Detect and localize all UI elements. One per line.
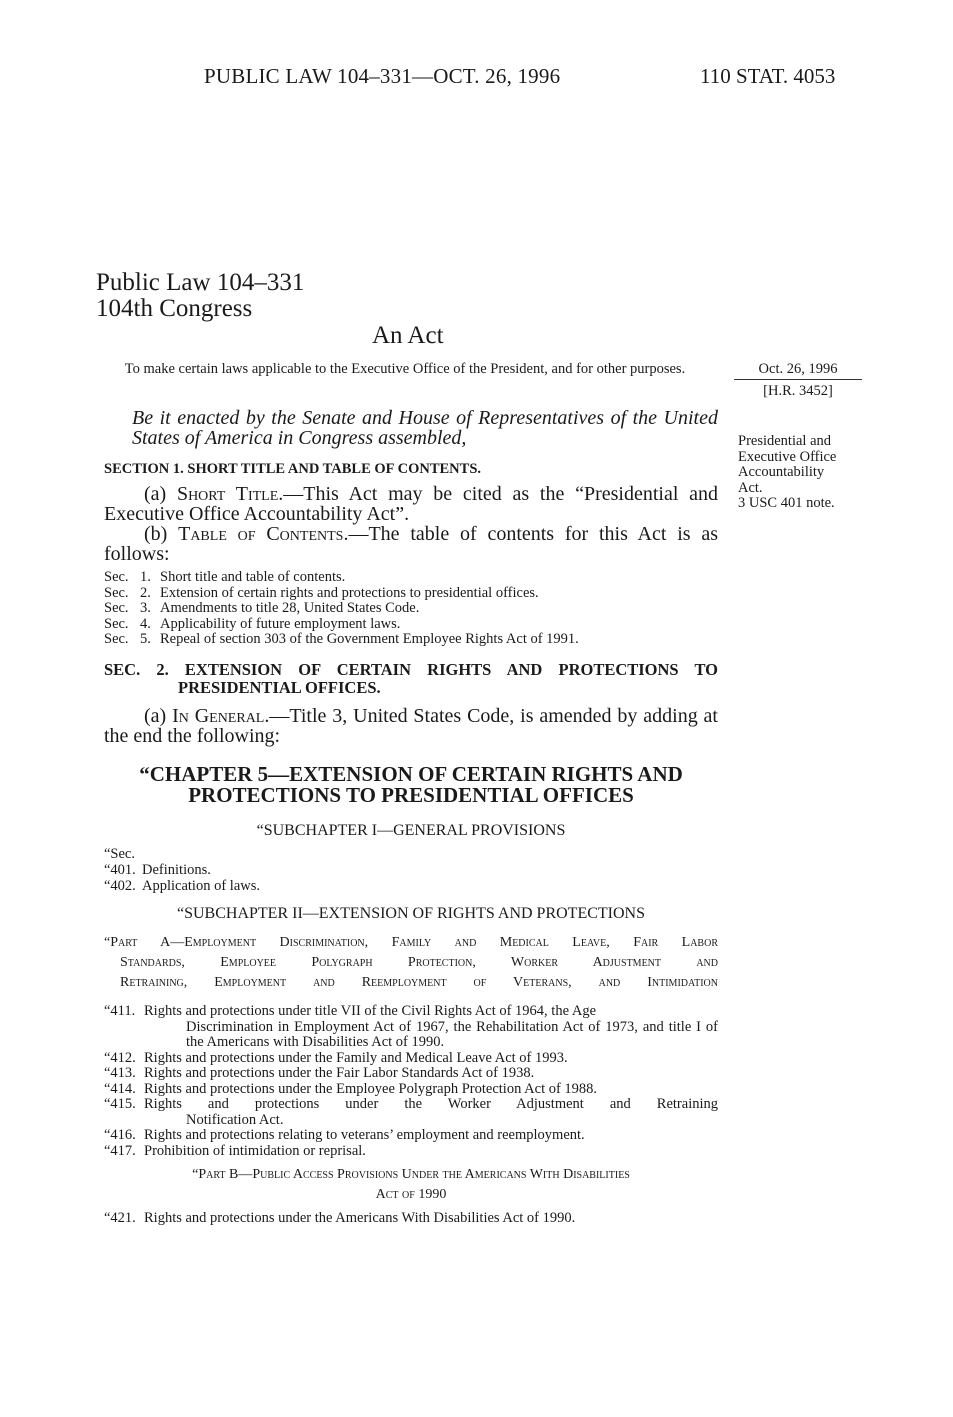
title-block — [96, 270, 304, 322]
toc-entry: Sec. 1. Short title and table of contents. — [104, 569, 346, 585]
toc-entry: “411. Rights and protections under title VII of the Civil Rights Act of 1964, the Age Discrimination in Employment Act of 1967, the Rehabilitation Act of 1973, and title I of the Americans with Disabilities Act of 1990. — [104, 1003, 718, 1050]
margin-note — [738, 434, 868, 512]
sec-label: “Sec. — [104, 846, 135, 862]
part-b-heading: “Part B—Public Access Provisions Under the Americans With Disabilities Act of 1990 — [192, 1167, 630, 1202]
act-purpose: To make certain laws applicable to the Executive Office of the President, and for other purposes. — [124, 361, 686, 377]
toc-entry: “421. Rights and protections under the Americans With Disabilities Act of 1990. — [104, 1210, 576, 1226]
congress-number: 104th Congress — [96, 295, 253, 322]
enactment-date: Oct. 26, 1996 — [734, 361, 862, 380]
margin-note-line: Act. — [738, 479, 763, 496]
bill-number: [H.R. 3452] — [763, 383, 833, 399]
subchapter-2-heading: “SUBCHAPTER II—EXTENSION OF RIGHTS AND PROTECTIONS — [176, 905, 645, 922]
section-1-body — [104, 484, 718, 564]
part-a-heading: “Part A—Employment Discrimination, Family and Medical Leave, Fair Labor Standards, Employee Polygraph Protection, Worker Adjustment and Retraining, Employment and Reemployment of Veterans, and Intimidation — [104, 935, 718, 990]
toc-entry: Sec. 3. Amendments to title 28, United States Code. — [104, 600, 420, 616]
section-1-heading: SECTION 1. SHORT TITLE AND TABLE OF CONTENTS. — [104, 461, 482, 477]
toc-entry: “416. Rights and protections relating to veterans’ employment and reemployment. — [104, 1127, 585, 1143]
toc-entry: “402. Application of laws. — [104, 878, 260, 894]
toc-caption: Table of Contents. — [178, 523, 349, 545]
margin-note-line: Accountability — [738, 464, 825, 480]
margin-note-line: Executive Office — [738, 448, 837, 465]
margin-note-line: 3 USC 401 note. — [738, 495, 835, 511]
chapter-5-heading: “CHAPTER 5—EXTENSION OF CERTAIN RIGHTS AND PROTECTIONS TO PRESIDENTIAL OFFICES — [139, 762, 683, 807]
toc-entry: Sec. 5. Repeal of section 303 of the Government Employee Rights Act of 1991. — [104, 631, 579, 647]
table-of-contents — [104, 570, 718, 648]
public-law-number: Public Law 104–331 — [96, 269, 305, 296]
margin-note-line: Presidential and — [738, 433, 832, 449]
section-2-heading: SEC. 2. EXTENSION OF CERTAIN RIGHTS AND PROTECTIONS TO PRESIDENTIAL OFFICES. — [104, 660, 718, 697]
subchapter-1-heading: “SUBCHAPTER I—GENERAL PROVISIONS — [256, 822, 566, 839]
margin-date-note — [734, 361, 862, 399]
toc-entry: “413. Rights and protections under the Fair Labor Standards Act of 1938. — [104, 1065, 535, 1081]
section-2-body — [104, 706, 718, 746]
subchapter-1-contents — [104, 846, 718, 894]
toc-entry: “401. Definitions. — [104, 862, 211, 878]
in-general-paragraph: (a) In General.—Title 3, United States Code, is amended by adding at the end the following: — [104, 705, 718, 747]
short-title-caption: Short Title. — [176, 483, 284, 505]
running-head: PUBLIC LAW 104–331—OCT. 26, 1996 — [204, 64, 561, 88]
short-title-paragraph: (a) Short Title.—This Act may be cited as the “Presidential and Executive Office Accountability Act”. — [104, 483, 718, 525]
toc-entry: “415. Rights and protections under the Worker Adjustment and Retraining Notification Act. — [104, 1096, 718, 1128]
toc-entry: “417. Prohibition of intimidation or reprisal. — [104, 1142, 366, 1159]
part-a-contents — [104, 1004, 718, 1159]
table-of-contents-paragraph: (b) Table of Contents.—The table of contents for this Act is as follows: — [104, 523, 719, 565]
toc-entry: Sec. 2. Extension of certain rights and protections to presidential offices. — [104, 584, 539, 601]
an-act-heading: An Act — [372, 322, 444, 349]
in-general-caption: In General. — [172, 705, 270, 727]
toc-entry: Sec. 4. Applicability of future employment laws. — [104, 615, 401, 632]
toc-entry: “412. Rights and protections under the Family and Medical Leave Act of 1993. — [104, 1049, 568, 1066]
toc-entry: “414. Rights and protections under the Employee Polygraph Protection Act of 1988. — [104, 1080, 598, 1097]
statute-page-number: 110 STAT. 4053 — [700, 64, 836, 88]
enacting-clause: Be it enacted by the Senate and House of Representatives of the United States of America in Congress assembled, — [132, 407, 718, 449]
